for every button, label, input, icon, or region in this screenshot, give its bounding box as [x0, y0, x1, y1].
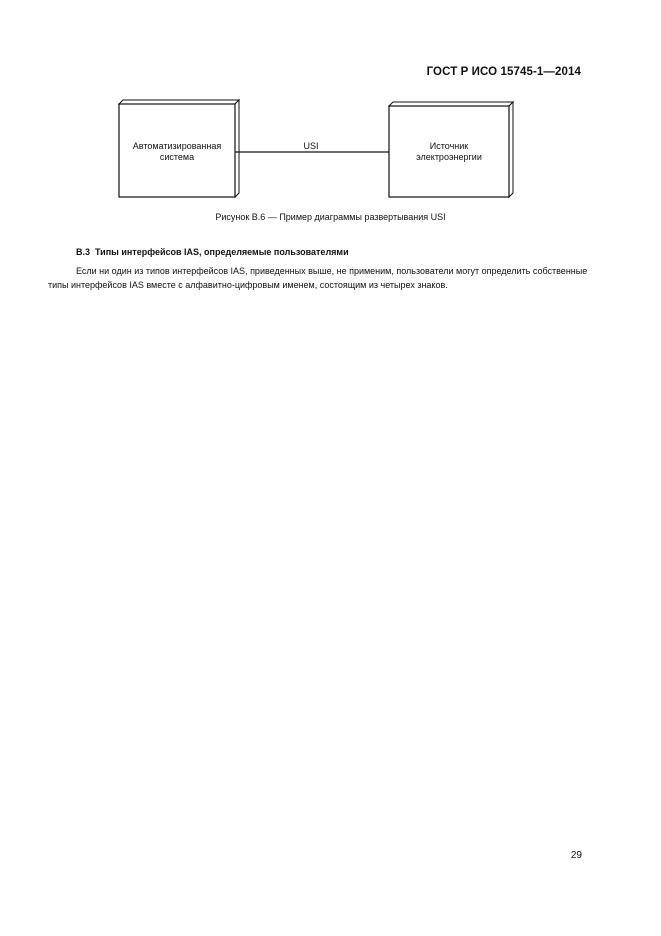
- node-power-source-label-1: Источник: [429, 141, 469, 151]
- node-power-source: [389, 102, 513, 197]
- node-automated-system: [119, 100, 239, 197]
- document-id-header: ГОСТ Р ИСО 15745-1—2014: [426, 66, 581, 78]
- deployment-diagram: [0, 0, 661, 220]
- page-number: 29: [570, 850, 582, 861]
- section-heading: [76, 247, 349, 257]
- node-power-source-label-2: электроэнергии: [416, 152, 482, 162]
- node-automated-system-label-2: система: [159, 152, 195, 162]
- node-automated-system-label-1: Автоматизированная: [132, 141, 222, 151]
- section-title: Типы интерфейсов IAS, определяемые пользователями: [95, 247, 349, 257]
- usi-connector-label: USI: [303, 141, 319, 151]
- body-paragraph: Если ни один из типов интерфейсов IAS, приведенных выше, не применим, пользователи могут определить собственные типы интерфейсов IAS вместе с алфавитно-цифровым именем, состоящим из четырех знаков.: [48, 266, 588, 290]
- figure-caption: Рисунок B.6 — Пример диаграммы развертывания USI: [215, 212, 446, 222]
- section-number: B.3: [76, 247, 91, 257]
